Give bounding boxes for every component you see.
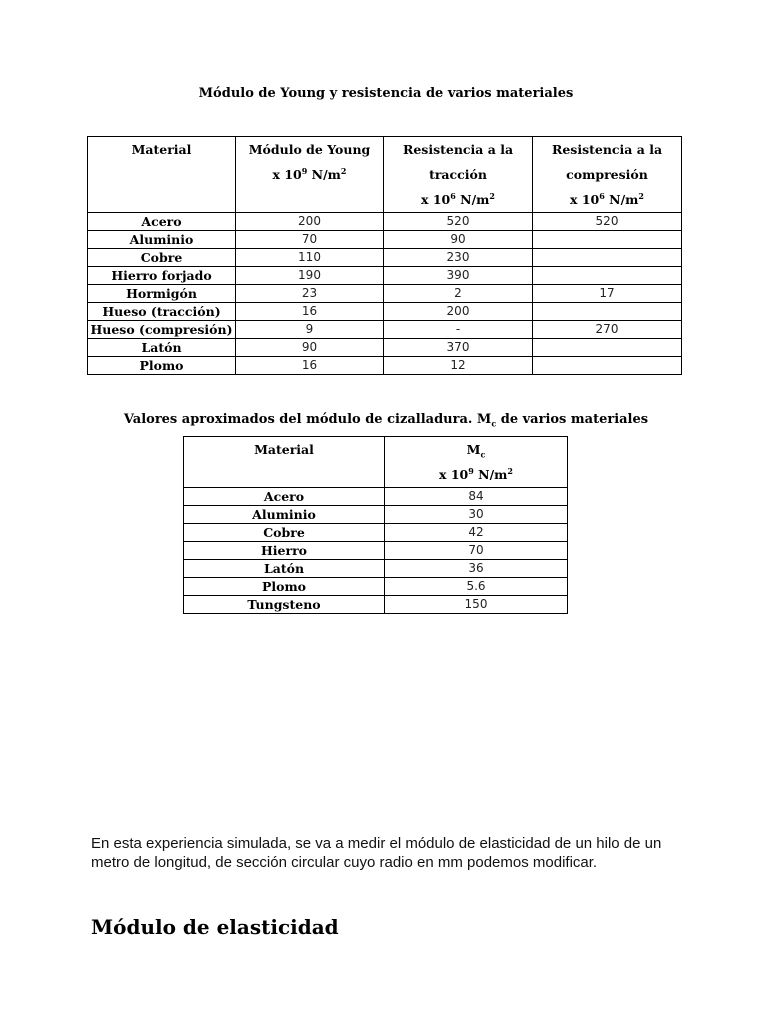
traccion-cell: 520 bbox=[384, 213, 533, 231]
material-cell: Cobre bbox=[184, 524, 385, 542]
shear-value-cell: 36 bbox=[385, 560, 568, 578]
young-cell: 200 bbox=[236, 213, 384, 231]
table-row bbox=[88, 357, 682, 375]
table-row bbox=[184, 542, 568, 560]
young-cell: 23 bbox=[236, 285, 384, 303]
shear-value-cell: 30 bbox=[385, 506, 568, 524]
traccion-cell: 390 bbox=[384, 267, 533, 285]
table-row bbox=[88, 231, 682, 249]
young-cell: 90 bbox=[236, 339, 384, 357]
header-material: Material bbox=[88, 137, 236, 213]
young-cell: 9 bbox=[236, 321, 384, 339]
header-young: Módulo de Young x $10^9$ $N/m^2$ bbox=[236, 137, 384, 213]
traccion-cell: 370 bbox=[384, 339, 533, 357]
material-cell: Latón bbox=[184, 560, 385, 578]
table-row bbox=[184, 488, 568, 506]
traccion-cell: - bbox=[384, 321, 533, 339]
material-cell: Plomo bbox=[88, 357, 236, 375]
shear-modulus-table bbox=[183, 436, 568, 614]
table1-title: Módulo de Young y resistencia de varios materiales bbox=[198, 86, 574, 101]
compresion-cell bbox=[533, 357, 682, 375]
compresion-cell bbox=[533, 249, 682, 267]
material-cell: Tungsteno bbox=[184, 596, 385, 614]
material-cell: Aluminio bbox=[184, 506, 385, 524]
material-cell: Acero bbox=[88, 213, 236, 231]
table-row bbox=[88, 285, 682, 303]
header-traccion: Resistencia a la tracción x $10^6$ $N/m^2$ bbox=[384, 137, 533, 213]
table-header-row bbox=[184, 437, 568, 488]
table-row bbox=[88, 339, 682, 357]
table-row bbox=[88, 267, 682, 285]
table2-title: Valores aproximados del módulo de cizalladura. $M_c$ de varios materiales bbox=[123, 412, 649, 429]
header-compresion: Resistencia a la compresión x $10^6$ $N/m^2$ bbox=[533, 137, 682, 213]
table-row bbox=[184, 506, 568, 524]
shear-value-cell: 84 bbox=[385, 488, 568, 506]
young-cell: 16 bbox=[236, 303, 384, 321]
traccion-cell: 2 bbox=[384, 285, 533, 303]
young-cell: 110 bbox=[236, 249, 384, 267]
compresion-cell bbox=[533, 267, 682, 285]
section-heading: Módulo de elasticidad bbox=[91, 915, 339, 939]
table-row bbox=[184, 578, 568, 596]
young-cell: 70 bbox=[236, 231, 384, 249]
table-row bbox=[184, 596, 568, 614]
table-row bbox=[184, 560, 568, 578]
shear-value-cell: 5.6 bbox=[385, 578, 568, 596]
material-cell: Cobre bbox=[88, 249, 236, 267]
header-material: Material bbox=[184, 437, 385, 488]
traccion-cell: 200 bbox=[384, 303, 533, 321]
table-row bbox=[88, 321, 682, 339]
shear-value-cell: 150 bbox=[385, 596, 568, 614]
table-header-row bbox=[88, 137, 682, 213]
shear-value-cell: 70 bbox=[385, 542, 568, 560]
compresion-cell: 270 bbox=[533, 321, 682, 339]
material-cell: Plomo bbox=[184, 578, 385, 596]
material-cell: Acero bbox=[184, 488, 385, 506]
intro-paragraph: En esta experiencia simulada, se va a medir el módulo de elasticidad de un hilo de un metro de longitud, de sección circular cuyo radio en mm podemos modificar. bbox=[91, 835, 662, 871]
compresion-cell bbox=[533, 231, 682, 249]
young-modulus-table bbox=[87, 136, 682, 375]
compresion-cell bbox=[533, 303, 682, 321]
young-cell: 16 bbox=[236, 357, 384, 375]
material-cell: Hueso (tracción) bbox=[88, 303, 236, 321]
material-cell: Hormigón bbox=[88, 285, 236, 303]
compresion-cell: 17 bbox=[533, 285, 682, 303]
table-row bbox=[88, 213, 682, 231]
material-cell: Hierro bbox=[184, 542, 385, 560]
shear-value-cell: 42 bbox=[385, 524, 568, 542]
material-cell: Aluminio bbox=[88, 231, 236, 249]
material-cell: Hueso (compresión) bbox=[88, 321, 236, 339]
material-cell: Latón bbox=[88, 339, 236, 357]
header-mc: $M_c$ x $10^9$ $N/m^2$ bbox=[385, 437, 568, 488]
table-row bbox=[88, 303, 682, 321]
compresion-cell: 520 bbox=[533, 213, 682, 231]
table-row bbox=[88, 249, 682, 267]
compresion-cell bbox=[533, 339, 682, 357]
young-cell: 190 bbox=[236, 267, 384, 285]
table-row bbox=[184, 524, 568, 542]
traccion-cell: 12 bbox=[384, 357, 533, 375]
material-cell: Hierro forjado bbox=[88, 267, 236, 285]
traccion-cell: 90 bbox=[384, 231, 533, 249]
traccion-cell: 230 bbox=[384, 249, 533, 267]
